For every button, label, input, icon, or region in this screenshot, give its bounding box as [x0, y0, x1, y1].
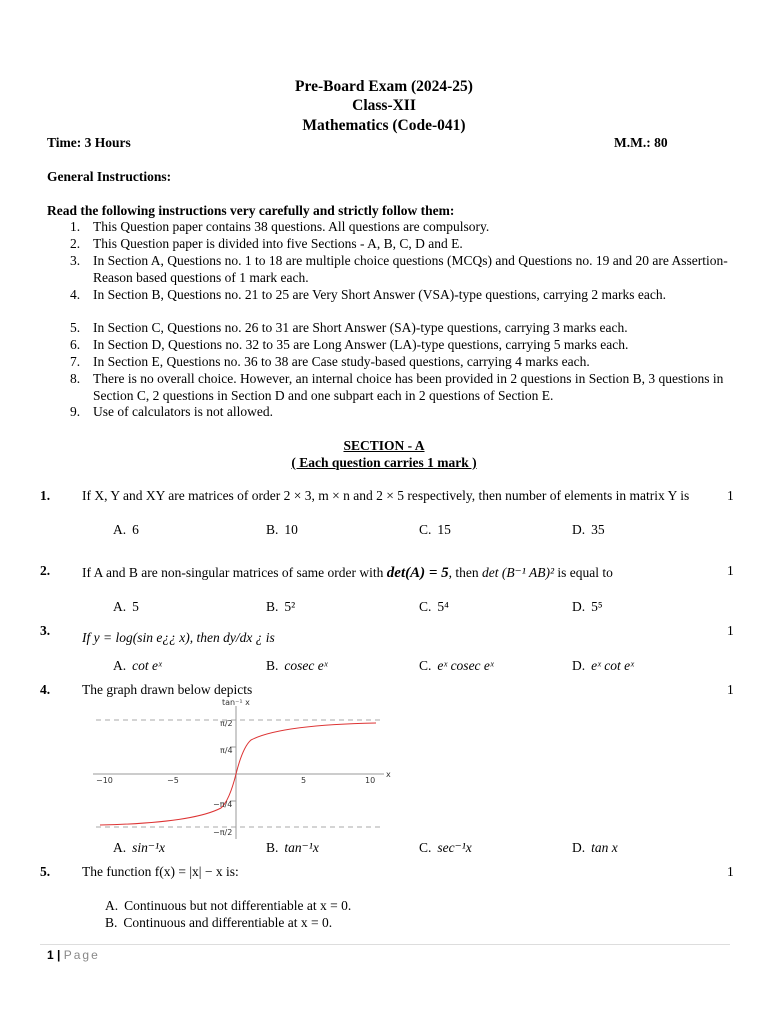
instruction-8: There is no overall choice. However, an internal choice has been provided in 2 questions in Section B, 3 questions in Section C, 2 questions in Section D and one subpart each in 2 questions of Section E. — [93, 371, 724, 403]
max-marks: M.M.: 80 — [614, 135, 668, 150]
q1-option-d: D. 35 — [572, 522, 605, 537]
y-tick-pi-4: π/4 — [220, 746, 233, 755]
x-tick-10: 10 — [365, 776, 376, 785]
q1-option-c: C. 15 — [419, 522, 451, 537]
instruction-2: This Question paper is divided into five Sections - A, B, C, D and E. — [93, 236, 463, 251]
q5-text: The function f(x) = |x| − x is: — [82, 864, 239, 879]
q4-text: The graph drawn below depicts — [82, 682, 253, 697]
q3-mark: 1 — [727, 623, 734, 638]
arctan-graph — [88, 696, 398, 841]
footer-separator: | — [57, 948, 61, 962]
section-subtitle: ( Each question carries 1 mark ) — [291, 455, 477, 470]
q3-option-b: B. cosec eˣ — [266, 658, 328, 673]
page-footer — [47, 948, 100, 962]
q1-option-a: A. 6 — [113, 522, 139, 537]
exam-title: Pre-Board Exam (2024-25) — [295, 78, 473, 95]
instruction-4: In Section B, Questions no. 21 to 25 are Very Short Answer (VSA)-type questions, carrying 2 marks each. — [93, 287, 667, 302]
y-tick-neg-pi-4: −π/4 — [213, 800, 233, 809]
y-tick-pi-2: π/2 — [220, 719, 233, 728]
x-tick-5: 5 — [301, 776, 307, 785]
x-tick-neg10: −10 — [96, 776, 113, 785]
q2-option-d: D. 5⁵ — [572, 599, 603, 614]
q2-mark: 1 — [727, 563, 734, 578]
q1-mark: 1 — [727, 488, 734, 503]
page-number: 1 — [47, 948, 54, 962]
q3-option-d: D. eˣ cot eˣ — [572, 658, 634, 673]
instruction-3: In Section A, Questions no. 1 to 18 are multiple choice questions (MCQs) and Questions no. 19 and 20 are Assertion-Reason based questions of 1 mark each. — [93, 253, 728, 285]
subject-title: Mathematics (Code-041) — [302, 117, 466, 134]
q5-number: 5. — [40, 864, 51, 879]
section-title: SECTION - A — [343, 438, 425, 453]
footer-divider — [40, 944, 730, 945]
general-instructions-heading: General Instructions: — [47, 169, 172, 184]
q2-option-b: B. 5² — [266, 599, 296, 614]
q4-option-d: D. tan x — [572, 840, 618, 855]
x-tick-neg5: −5 — [167, 776, 179, 785]
q4-option-a: A. sin⁻¹x — [113, 840, 166, 855]
instruction-7: In Section E, Questions no. 36 to 38 are Case study-based questions, carrying 4 marks each. — [93, 354, 590, 369]
q5-option-a: A. Continuous but not differentiable at x = 0. — [105, 898, 352, 913]
q2-text: If A and B are non-singular matrices of same order with det(A) = 5, then det (B⁻¹ AB)² is equal to — [82, 565, 613, 581]
read-instructions: Read the following instructions very carefully and strictly follow them: — [47, 203, 455, 218]
q1-text: If X, Y and XY are matrices of order 2 × 3, m × n and 2 × 5 respectively, then number of elements in matrix Y is — [82, 488, 690, 503]
q1-number: 1. — [40, 488, 51, 503]
q3-option-c: C. eˣ cosec eˣ — [419, 658, 494, 673]
q1-option-b: B. 10 — [266, 522, 298, 537]
q3-option-a: A. cot eˣ — [113, 658, 162, 673]
q2-option-c: C. 5⁴ — [419, 599, 449, 614]
page-label: Page — [63, 948, 100, 962]
instruction-1: This Question paper contains 38 questions. All questions are compulsory. — [93, 219, 490, 234]
instruction-5: In Section C, Questions no. 26 to 31 are Short Answer (SA)-type questions, carrying 3 marks each. — [93, 320, 628, 335]
instruction-9: Use of calculators is not allowed. — [93, 404, 273, 419]
y-tick-neg-pi-2: −π/2 — [213, 828, 233, 837]
y-axis-label: tan⁻¹ x — [222, 698, 250, 707]
q4-option-c: C. sec⁻¹x — [419, 840, 472, 855]
instruction-6: In Section D, Questions no. 32 to 35 are Long Answer (LA)-type questions, carrying 5 marks each. — [93, 337, 629, 352]
q2-number: 2. — [40, 563, 51, 578]
q4-mark: 1 — [727, 682, 734, 697]
class-title: Class-XII — [352, 97, 416, 114]
q3-number: 3. — [40, 623, 51, 638]
q3-text: If y = log(sin e¿¿ x), then dy/dx ¿ is — [82, 630, 275, 645]
q2-option-a: A. 5 — [113, 599, 139, 614]
x-axis-label: x — [386, 770, 391, 779]
q4-number: 4. — [40, 682, 51, 697]
q5-mark: 1 — [727, 864, 734, 879]
q5-option-b: B. Continuous and differentiable at x = 0. — [105, 915, 333, 930]
q4-option-b: B. tan⁻¹x — [266, 840, 319, 855]
time-label: Time: 3 Hours — [47, 135, 131, 150]
